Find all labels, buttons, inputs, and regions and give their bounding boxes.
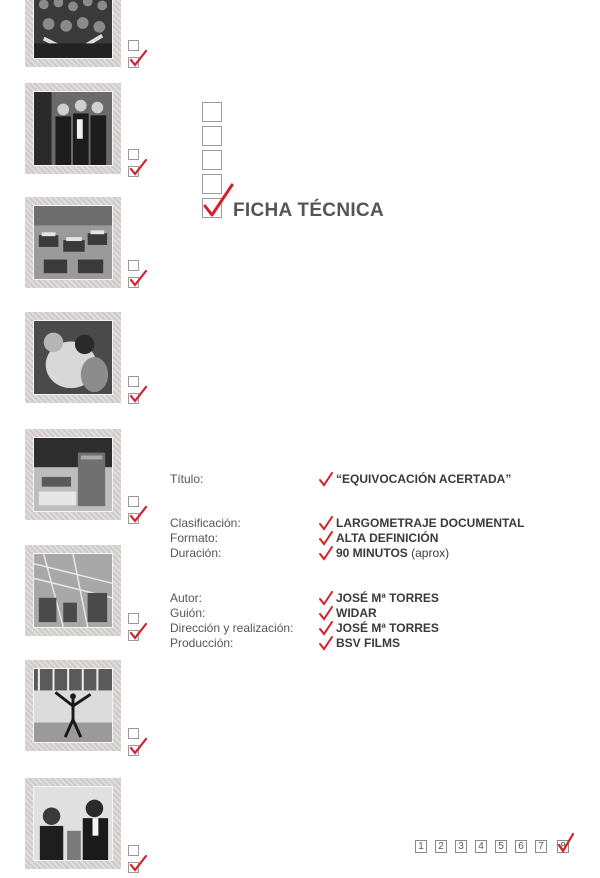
film-photo-6 bbox=[25, 545, 121, 636]
check-mark-icon bbox=[129, 159, 147, 177]
page-title: FICHA TÉCNICA bbox=[233, 200, 384, 221]
film-photo-7 bbox=[25, 660, 121, 751]
page-link-3[interactable]: 3 bbox=[455, 840, 467, 853]
check-mark-icon bbox=[129, 855, 147, 873]
field-value-clasificacion: LARGOMETRAJE DOCUMENTAL bbox=[336, 516, 525, 530]
field-label-produccion: Producción: bbox=[170, 636, 234, 650]
field-value-duracion: 90 MINUTOS (aprox) bbox=[336, 546, 450, 560]
check-mark-icon bbox=[319, 517, 333, 530]
check-mark-icon bbox=[129, 50, 147, 68]
check-mark-icon bbox=[129, 386, 147, 404]
field-label-direccion: Dirección y realización: bbox=[170, 621, 294, 635]
film-photo-5 bbox=[25, 429, 121, 520]
field-label-titulo: Título: bbox=[170, 472, 204, 486]
check-mark-icon bbox=[319, 592, 333, 605]
page-link-1[interactable]: 1 bbox=[415, 840, 427, 853]
check-mark-icon bbox=[319, 607, 333, 620]
page-link-6[interactable]: 6 bbox=[515, 840, 527, 853]
heading-checkbox-empty bbox=[202, 150, 222, 170]
film-photo-8 bbox=[25, 778, 121, 869]
film-photo-2 bbox=[25, 83, 121, 174]
heading-checkbox-empty bbox=[202, 126, 222, 146]
field-value-formato: ALTA DEFINICIÓN bbox=[336, 531, 439, 545]
check-mark-icon bbox=[129, 738, 147, 756]
field-value-titulo: “EQUIVOCACIÓN ACERTADA” bbox=[336, 472, 512, 486]
check-mark-icon bbox=[203, 184, 233, 218]
page-link-7[interactable]: 7 bbox=[535, 840, 547, 853]
field-label-formato: Formato: bbox=[170, 531, 219, 545]
check-mark-icon bbox=[319, 637, 333, 650]
check-mark-icon bbox=[319, 622, 333, 635]
check-mark-icon bbox=[319, 473, 333, 486]
field-value-autor: JOSÉ Mª TORRES bbox=[336, 591, 439, 605]
duration-note: (aprox) bbox=[411, 546, 450, 560]
check-mark-icon bbox=[319, 547, 333, 560]
page-link-8-current[interactable]: 8 bbox=[557, 840, 569, 853]
check-mark-icon bbox=[558, 833, 574, 853]
check-mark-icon bbox=[319, 532, 333, 545]
field-label-duracion: Duración: bbox=[170, 546, 222, 560]
check-mark-icon bbox=[129, 270, 147, 288]
field-label-guion: Guión: bbox=[170, 606, 206, 620]
field-value-direccion: JOSÉ Mª TORRES bbox=[336, 621, 439, 635]
heading-checkbox-empty bbox=[202, 102, 222, 122]
film-photo-1 bbox=[25, 0, 121, 67]
field-label-clasificacion: Clasificación: bbox=[170, 516, 241, 530]
page-link-5[interactable]: 5 bbox=[495, 840, 507, 853]
page-link-2[interactable]: 2 bbox=[435, 840, 447, 853]
page-link-4[interactable]: 4 bbox=[475, 840, 487, 853]
film-photo-4 bbox=[25, 312, 121, 403]
field-value-produccion: BSV FILMS bbox=[336, 636, 401, 650]
check-mark-icon bbox=[129, 506, 147, 524]
check-mark-icon bbox=[129, 623, 147, 641]
field-value-guion: WIDAR bbox=[336, 606, 377, 620]
field-label-autor: Autor: bbox=[170, 591, 203, 605]
film-photo-3 bbox=[25, 197, 121, 288]
